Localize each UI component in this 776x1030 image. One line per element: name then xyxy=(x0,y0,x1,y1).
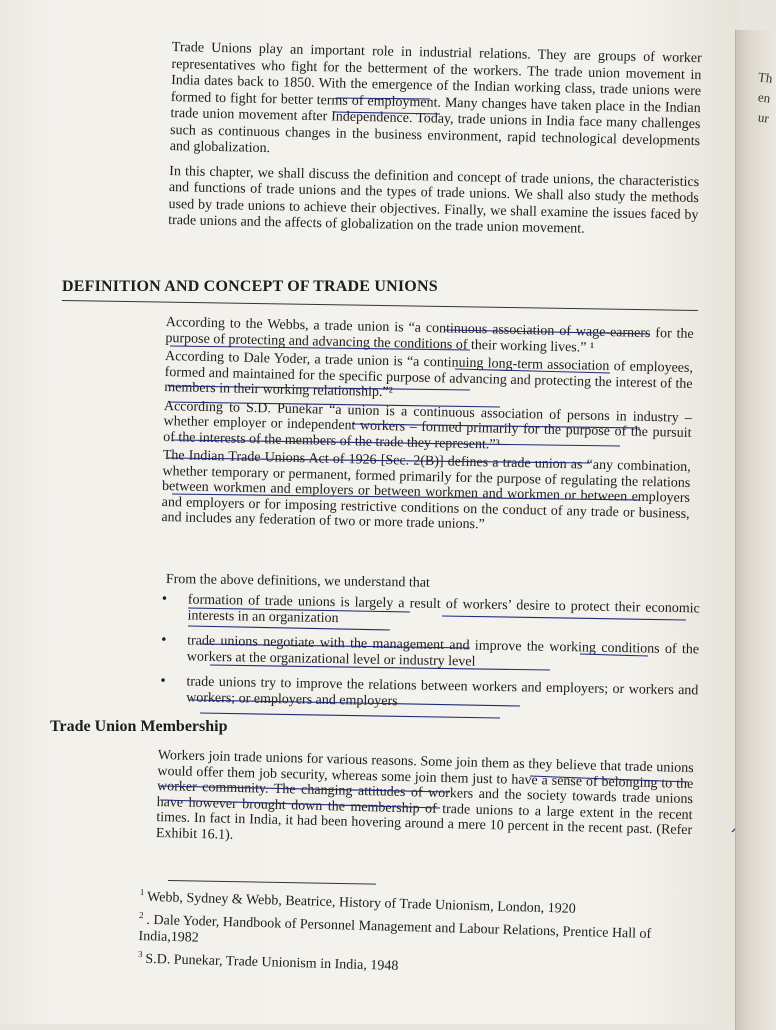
adjacent-page-edge xyxy=(735,30,776,1030)
intro-section xyxy=(168,40,702,249)
summary-bullet-list xyxy=(158,592,700,724)
intro-paragraph-1: Trade Unions play an important role in industrial relations. They are groups of worker representatives who fight for the betterment of the workers. The trade union movement in India dates back to 1850. With the emergence of the Indian working class, trade unions were formed to fight for better terms of employment. Many changes have taken place in the Indian trade union movement after Independence. Today, trade unions in India face many challenges such as continuous changes in the business environment, rapid technological developments and globalization. xyxy=(169,40,702,157)
footnote-text: S.D. Punekar, Trade Unionism in India, 1948 xyxy=(145,952,399,975)
footnote-mark: 2 xyxy=(139,909,144,920)
footnote-mark: 1 xyxy=(139,886,145,898)
definition-punekar: According to S.D. Punekar “a union is a continuous association of persons in industry – whether employer or independent workers – formed primarily for the purpose of the pursuit of the interests of the members of the trade they represent.”³ xyxy=(163,398,692,453)
subheading-membership: Trade Union Membership xyxy=(50,718,228,735)
heading-rule xyxy=(62,300,698,311)
membership-paragraph: Workers join trade unions for various reasons. Some join them as they believe that trade unions would offer them job security, whereas some join them just to have a sense of belonging to the worker community. The changing attitudes of workers and the society towards trade unions have however brought down the membership of trade unions to a large extent in the recent times. In fact in India, it had been hovering around a mere 10 percent in the recent past. (Refer Exhibit 16.1). xyxy=(155,748,694,843)
list-item: • trade unions negotiate with the management and improve the working conditions of the workers at the organizational level or industry level xyxy=(159,633,699,673)
footnote-mark: 3 xyxy=(137,949,143,960)
definition-yoder: According to Dale Yoder, a trade union is “a continuing long-term association of employees, formed and maintained for the specific purpose of advancing and protecting the interest of the members in their working relationship.”² xyxy=(164,348,694,401)
adjacent-page-fragment: Th xyxy=(757,69,774,86)
footnote-text: . Dale Yoder, Handbook of Personnel Management and Labour Relations, Prentice Hall of India,1982 xyxy=(138,912,652,946)
adjacent-page-fragment: ur xyxy=(757,109,770,126)
definition-trade-unions-act: The Indian Trade Unions Act of 1926 [Sec. 2(B)] defines a trade union as “any combination, whether temporary or permanent, formed primarily for the purpose of regulating the relations between workmen and employers or between workmen and workmen or between employers and employers or for imposing restrictive conditions on the conduct of any trade or business, and includes any federation of two or more trade unions.” xyxy=(161,447,691,533)
footnotes xyxy=(138,884,696,984)
definitions-section xyxy=(161,315,694,540)
definitions-summary-lead: From the above definitions, we understand that xyxy=(165,572,430,591)
list-item: • trade unions try to improve the relations between workers and employers; or workers and workers; or employers and employers xyxy=(158,674,698,714)
section-heading: DEFINITION AND CONCEPT OF TRADE UNIONS xyxy=(62,278,438,295)
footnote-text: Webb, Sydney & Webb, Beatrice, History of Trade Unionism, London, 1920 xyxy=(146,889,576,917)
intro-paragraph-2: In this chapter, we shall discuss the definition and concept of trade unions, the characteristics and functions of trade unions and the types of trade unions. We shall also study the methods used by trade unions to achieve their objectives. Finally, we shall examine the issues faced by trade unions and the affects of globalization on the trade union movement. xyxy=(168,163,700,237)
definition-webbs: According to the Webbs, a trade union is “a continuous association of wage-earners for the purpose of protecting and advancing the conditions of their working lives.” ¹ xyxy=(165,315,694,356)
membership-section xyxy=(156,748,694,854)
list-item: • formation of trade unions is largely a result of workers’ desire to protect their economic interests in an organization xyxy=(159,592,699,632)
footnote-rule xyxy=(168,880,376,885)
adjacent-page-fragment: en xyxy=(757,89,772,106)
